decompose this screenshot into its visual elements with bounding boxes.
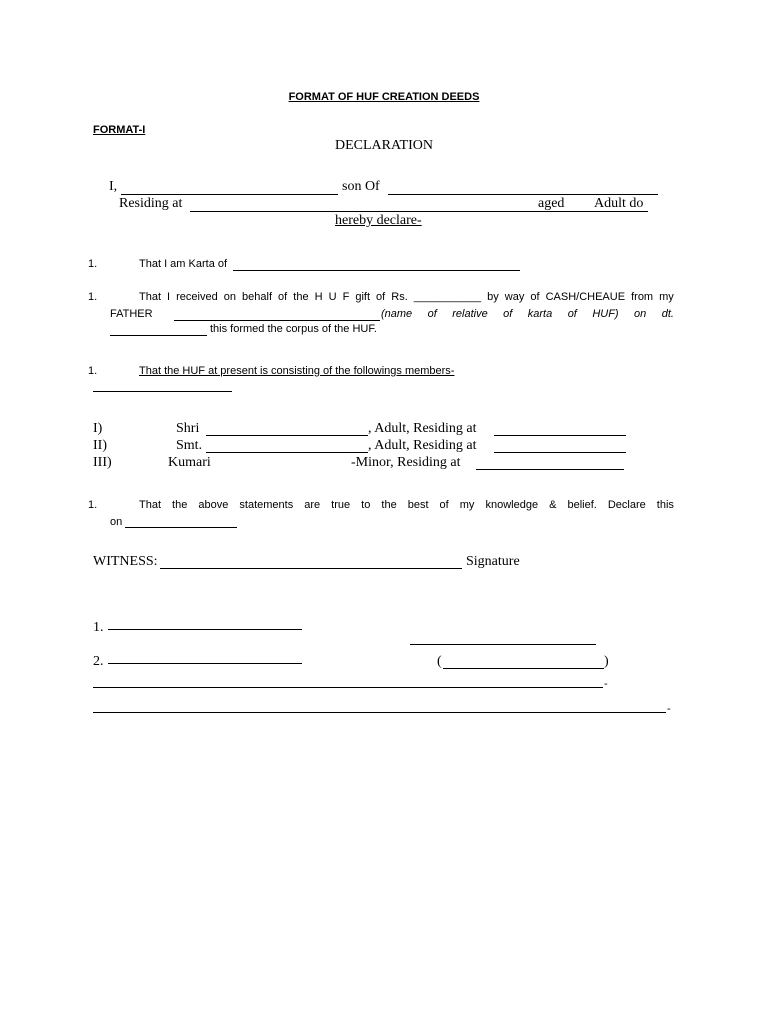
justified-word: Declare: [607, 499, 646, 511]
justified-word: ___________: [413, 291, 482, 303]
justified-word: belief.: [567, 499, 597, 511]
justified-word: of: [439, 499, 449, 511]
witness-one-line: [108, 629, 302, 630]
justified-word: above: [198, 499, 229, 511]
relative-blank-line: [174, 320, 380, 321]
member-roman: I): [93, 421, 103, 436]
justified-word: CASH/CHEAUE: [545, 291, 626, 303]
clause-number: 1.: [88, 258, 98, 270]
justified-word: are: [304, 499, 321, 511]
clause-number: 1.: [88, 365, 98, 377]
hereby-declare-label: hereby declare-: [335, 213, 422, 228]
karta-blank-line: [233, 270, 520, 271]
declaration-heading: DECLARATION: [335, 138, 433, 153]
justified-word: That: [139, 291, 162, 303]
justified-word: way: [504, 291, 525, 303]
member-name-line: [206, 452, 368, 453]
justified-word: knowledge: [485, 499, 539, 511]
justified-word: my: [659, 291, 674, 303]
residing-at-label: Residing at: [119, 196, 183, 211]
trailing-line: [93, 712, 666, 713]
statement-clause-line: [139, 499, 674, 511]
corpus-text: this formed the corpus of the HUF.: [210, 323, 377, 335]
clause-gift-line: [139, 291, 674, 303]
justified-word: of: [278, 291, 288, 303]
signature-name-line: [443, 668, 604, 669]
trailing-line: [93, 687, 603, 688]
justified-word: relative: [452, 308, 488, 320]
date-blank-line: [110, 335, 207, 336]
trailing-dash: -: [667, 703, 671, 715]
members-blank-line: [93, 391, 232, 392]
signature-paren-close: ): [604, 654, 609, 669]
member-address-line: [494, 435, 626, 436]
member-suffix: , Adult, Residing at: [368, 438, 477, 453]
justified-word: dt.: [661, 308, 674, 320]
justified-word: gift: [355, 291, 371, 303]
justified-word: &: [549, 499, 557, 511]
trailing-dash: -: [604, 678, 608, 690]
justified-word: karta: [527, 308, 553, 320]
justified-word: of: [567, 308, 577, 320]
clause-number: 1.: [88, 291, 98, 303]
justified-word: H: [314, 291, 323, 303]
justified-word: That: [139, 499, 162, 511]
relative-note: [381, 308, 674, 320]
justified-word: of: [503, 308, 513, 320]
justified-word: I: [167, 291, 171, 303]
justified-word: this: [656, 499, 674, 511]
document-title: FORMAT OF HUF CREATION DEEDS: [288, 91, 480, 103]
justified-word: true: [331, 499, 351, 511]
justified-word: best: [407, 499, 429, 511]
member-name-line: [206, 435, 368, 436]
justified-word: from: [631, 291, 654, 303]
clause-number: 1.: [88, 499, 98, 511]
on-label: on: [110, 516, 123, 528]
justified-word: the: [293, 291, 309, 303]
intro-i-label: I,: [109, 179, 118, 194]
justified-word: to: [361, 499, 371, 511]
justified-word: on: [634, 308, 647, 320]
justified-word: of: [530, 291, 540, 303]
son-of-label: son Of: [342, 179, 380, 194]
justified-word: the: [381, 499, 397, 511]
justified-word: HUF): [592, 308, 619, 320]
adult-do-label: Adult do: [594, 196, 644, 211]
witness-number: 1.: [93, 620, 104, 635]
member-address-line: [494, 452, 626, 453]
justified-word: of: [427, 308, 437, 320]
justified-word: on: [223, 291, 236, 303]
father-name-blank-line: [388, 194, 658, 195]
justified-word: behalf: [242, 291, 273, 303]
signature-label: Signature: [466, 554, 520, 569]
clause-karta-text: That I am Karta of: [139, 258, 228, 270]
justified-word: (name: [381, 308, 413, 320]
member-title: Shri: [176, 421, 200, 436]
witness-number: 2.: [93, 654, 104, 669]
declare-date-line: [125, 527, 237, 528]
format-label: FORMAT-I: [93, 124, 146, 136]
signature-line: [410, 644, 596, 645]
member-roman: II): [93, 438, 107, 453]
justified-word: U: [328, 291, 337, 303]
justified-word: my: [459, 499, 475, 511]
member-roman: III): [93, 455, 112, 470]
signature-paren-open: (: [437, 654, 442, 669]
father-label: FATHER: [110, 308, 153, 320]
member-title: Smt.: [176, 438, 203, 453]
witness-two-line: [108, 663, 302, 664]
justified-word: F: [342, 291, 350, 303]
residence-blank-line: [190, 211, 648, 212]
name-blank-line: [121, 194, 338, 195]
members-clause-text: That the HUF at present is consisting of the followings members-: [139, 365, 455, 377]
justified-word: the: [172, 499, 188, 511]
member-address-line: [476, 469, 624, 470]
member-suffix: -Minor, Residing at: [351, 455, 461, 470]
aged-label: aged: [538, 196, 565, 211]
justified-word: statements: [239, 499, 294, 511]
member-title: Kumari: [168, 455, 211, 470]
justified-word: Rs.: [391, 291, 408, 303]
witness-label: WITNESS:: [93, 554, 158, 569]
justified-word: received: [176, 291, 218, 303]
justified-word: by: [487, 291, 499, 303]
witness-blank-line: [160, 568, 462, 569]
member-suffix: , Adult, Residing at: [368, 421, 477, 436]
justified-word: of: [376, 291, 386, 303]
